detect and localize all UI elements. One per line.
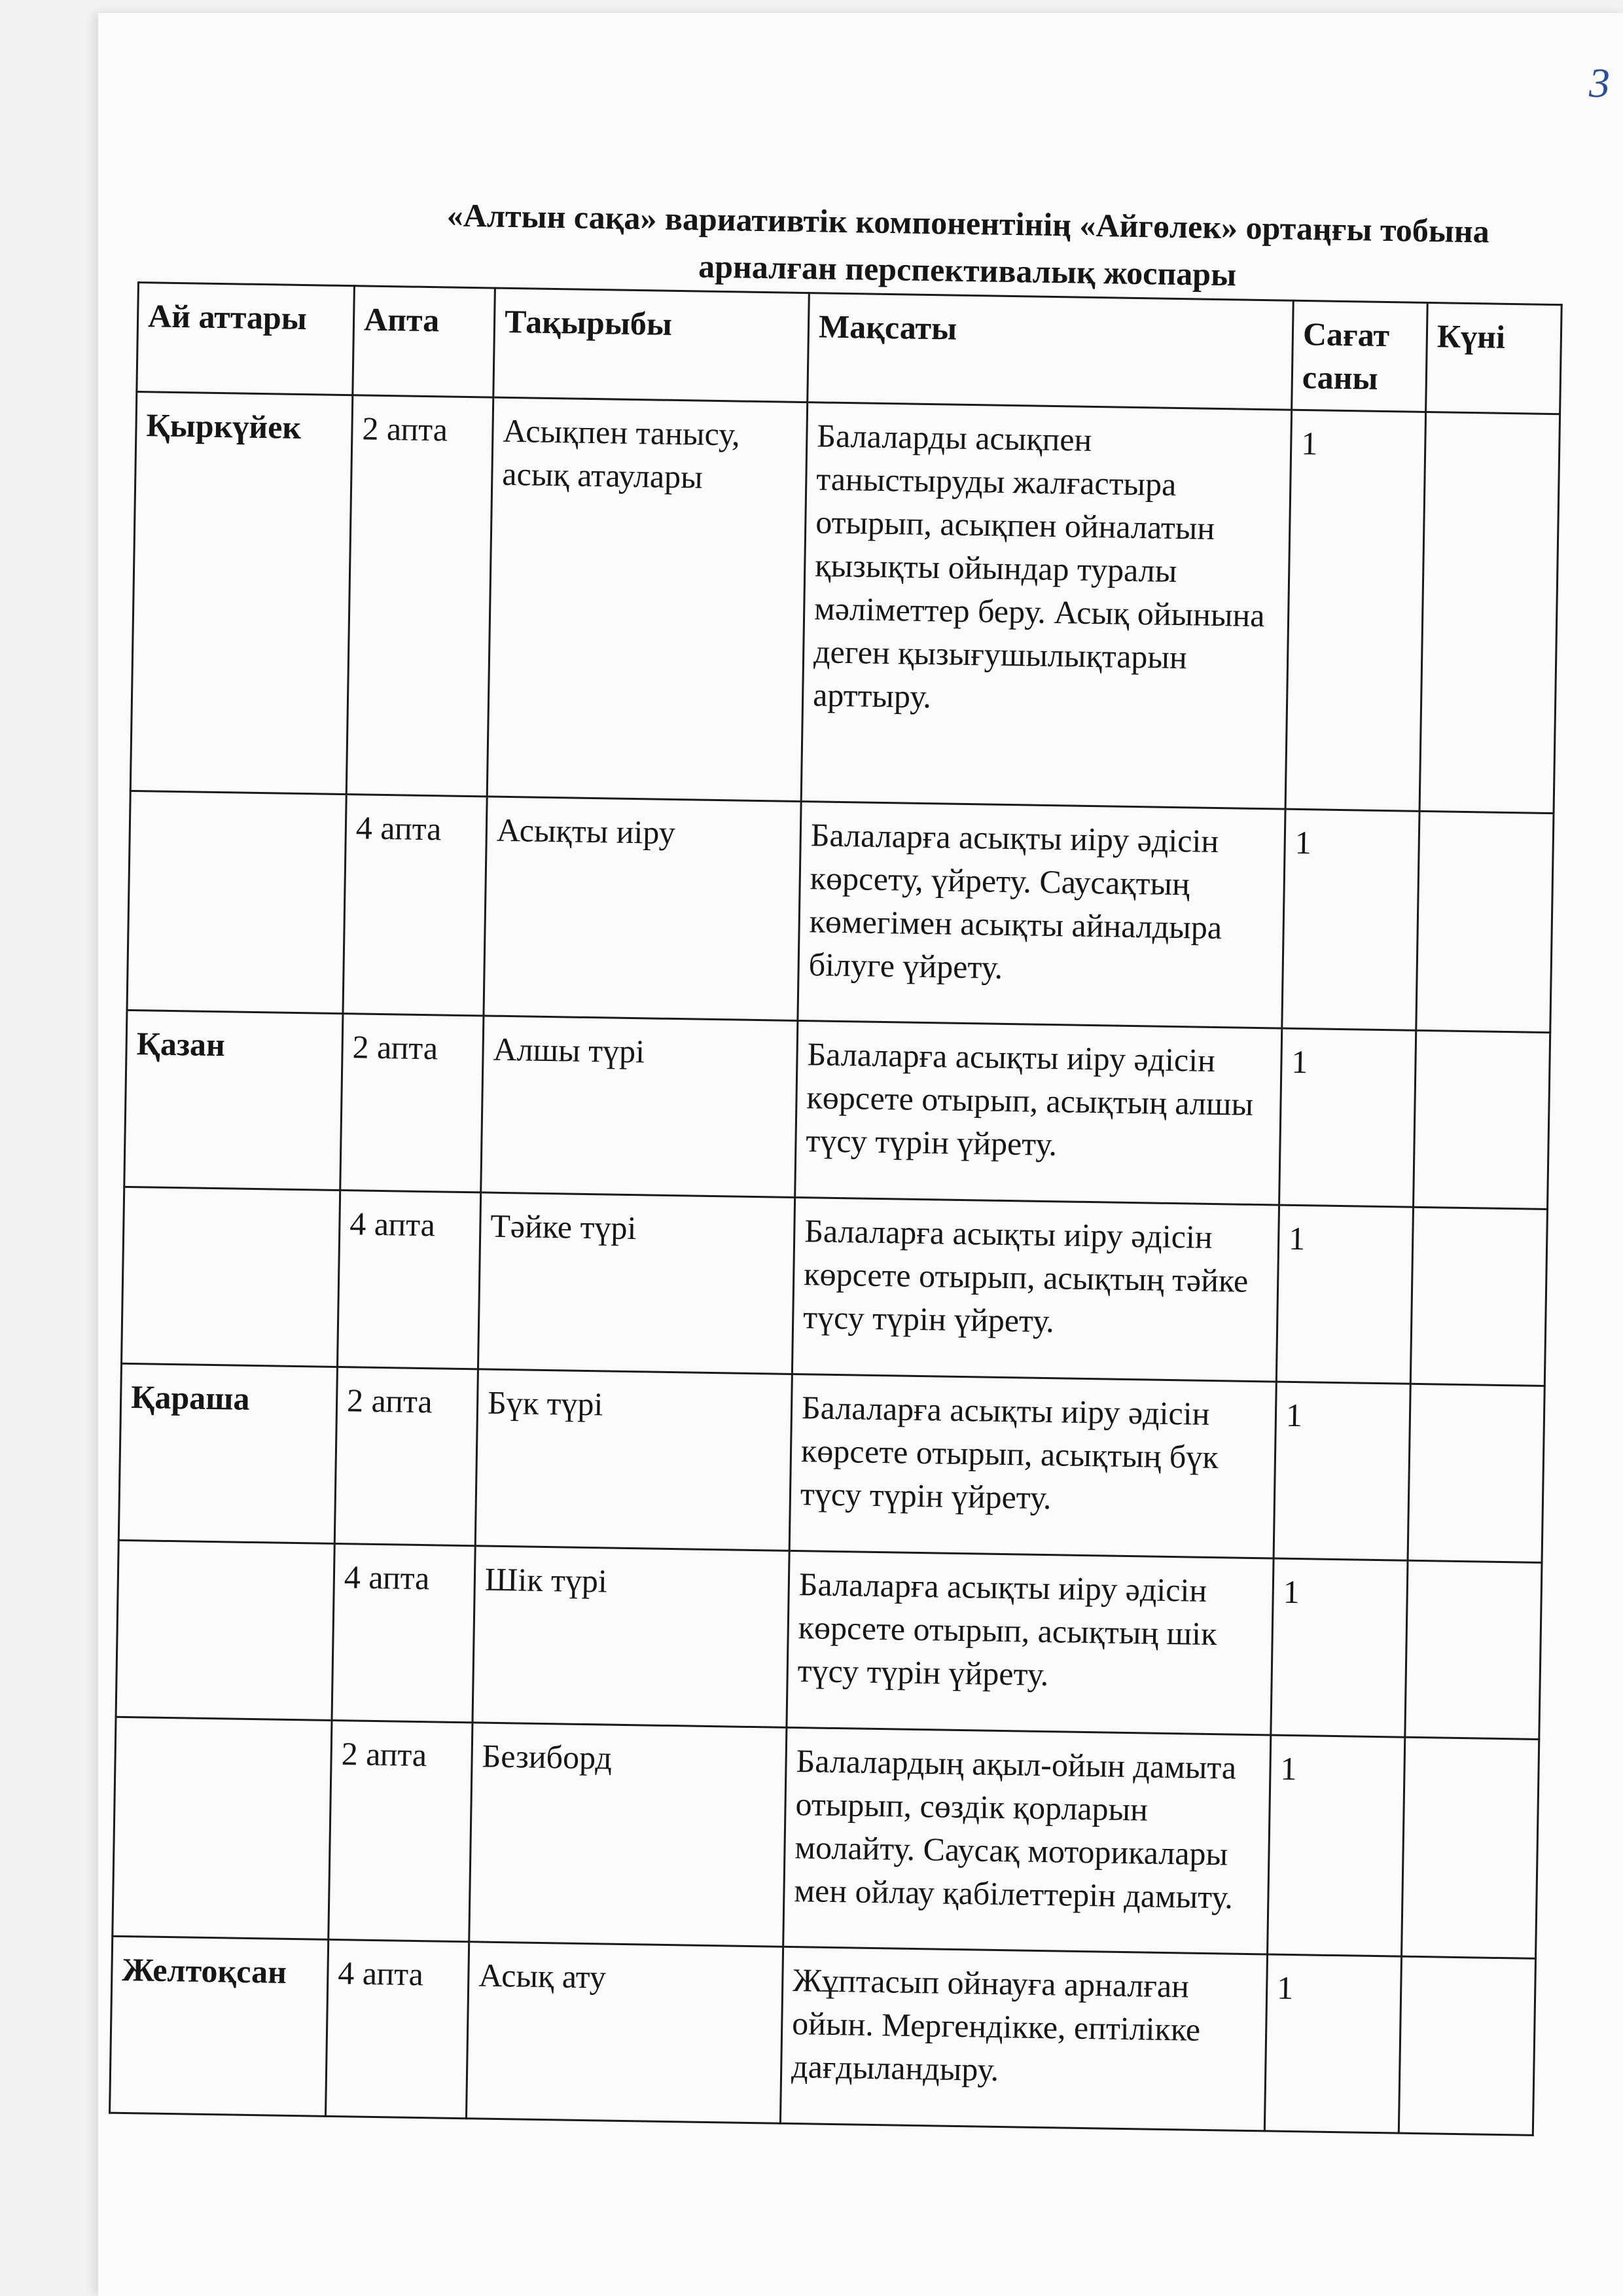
cell-date [1402,1737,1539,1958]
cell-week: 4 апта [332,1543,475,1722]
cell-goal: Балаларға асықты иіру әдісін көрсету, үйрету. Саусақтың көмегімен асықты айналдыра білуге үйрету. [798,802,1285,1029]
cell-goal: Балаларға асықты иіру әдісін көрсете отырып, асықтың алшы түсу түрін үйрету. [795,1020,1282,1205]
table-row [122,1187,1548,1386]
cell-month: Қазан [124,1010,343,1190]
table-header-row [137,283,1561,414]
cell-date [1414,1030,1550,1209]
cell-hours: 1 [1271,1558,1408,1737]
cell-topic: Тәйке түрі [478,1193,794,1374]
cell-topic: Алшы түрі [481,1016,798,1198]
cell-week: 4 апта [337,1191,480,1369]
cell-goal: Балаларды асықпен таныстыруды жалғастыра отырып, асықпен ойналатын қызықты ойындар туралы мәліметтер беру. Асық ойынына деген қызығушылықтарын арттыру. [801,403,1291,810]
cell-topic: Асық ату [466,1942,783,2124]
table-row [116,1540,1542,1739]
cell-month: Қыркүйек [130,392,353,795]
cell-date [1408,1384,1544,1562]
cell-topic: Шік түрі [473,1546,789,1728]
cell-hours: 1 [1285,410,1426,811]
cell-hours: 1 [1268,1735,1405,1956]
cell-topic: Безиборд [469,1723,787,1946]
document-title [346,190,1590,304]
header-month: Ай аттары [137,283,355,395]
cell-date [1405,1560,1542,1739]
cell-hours: 1 [1276,1205,1413,1384]
table-row [113,1717,1539,1958]
cell-date [1416,811,1554,1032]
table-row [110,1936,1536,2135]
cell-goal: Балаларға асықты иіру әдісін көрсете отырып, асықтың тәйке түсу түрін үйрету. [792,1197,1279,1382]
header-week: Апта [353,286,495,397]
cell-month [116,1540,334,1720]
cell-goal: Балаларға асықты иіру әдісін көрсете отырып, асықтың шік түсу түрін үйрету. [787,1551,1274,1735]
cell-goal: Балаларға асықты иіру әдісін көрсете отырып, асықтың бүк түсу түрін үйрету. [789,1374,1276,1558]
title-line-2: арналған перспективалық жоспары [698,247,1237,293]
cell-hours: 1 [1274,1382,1410,1560]
plan-table [109,281,1563,2136]
header-topic: Тақырыбы [493,288,810,403]
table-row [118,1363,1544,1562]
cell-date [1399,1956,1535,2135]
cell-topic: Бүк түрі [475,1369,792,1551]
cell-month: Қараша [118,1363,337,1543]
cell-date [1410,1207,1547,1386]
cell-goal: Балалардың ақыл-ойын дамыта отырып, сөздік қорларын молайту. Саусақ моторикалары мен ойлау қабілеттерін дамыту. [783,1727,1271,1954]
cell-week: 4 апта [343,795,487,1016]
cell-hours: 1 [1279,1028,1416,1207]
cell-date [1419,412,1560,813]
cell-topic: Асықты иіру [484,797,801,1020]
cell-month [113,1717,332,1939]
cell-month [127,791,346,1013]
cell-month [122,1187,340,1367]
cell-hours: 1 [1282,809,1419,1030]
table-row [130,392,1560,814]
title-line-1: «Алтын сақа» вариативтік компонентінің «Айгөлек» ортаңғы тобына [446,196,1490,250]
cell-week: 2 апта [329,1720,473,1941]
cell-month: Желтоқсан [110,1936,329,2116]
header-goal: Мақсаты [808,293,1294,410]
cell-week: 2 апта [346,395,493,797]
table-row [127,791,1554,1032]
header-hours: Сағат саны [1292,300,1428,412]
cell-topic: Асықпен танысу, асық атаулары [487,397,808,801]
cell-week: 2 апта [334,1367,478,1546]
cell-week: 4 апта [326,1939,469,2118]
cell-week: 2 апта [340,1014,484,1193]
cell-goal: Жұптасып ойнауға арналған ойын. Мергендікке, ептілікке дағдыландыру. [780,1946,1267,2131]
page-number: 3 [1589,60,1610,106]
cell-hours: 1 [1264,1954,1401,2133]
table-row [124,1010,1550,1209]
header-date: Күні [1426,302,1562,414]
